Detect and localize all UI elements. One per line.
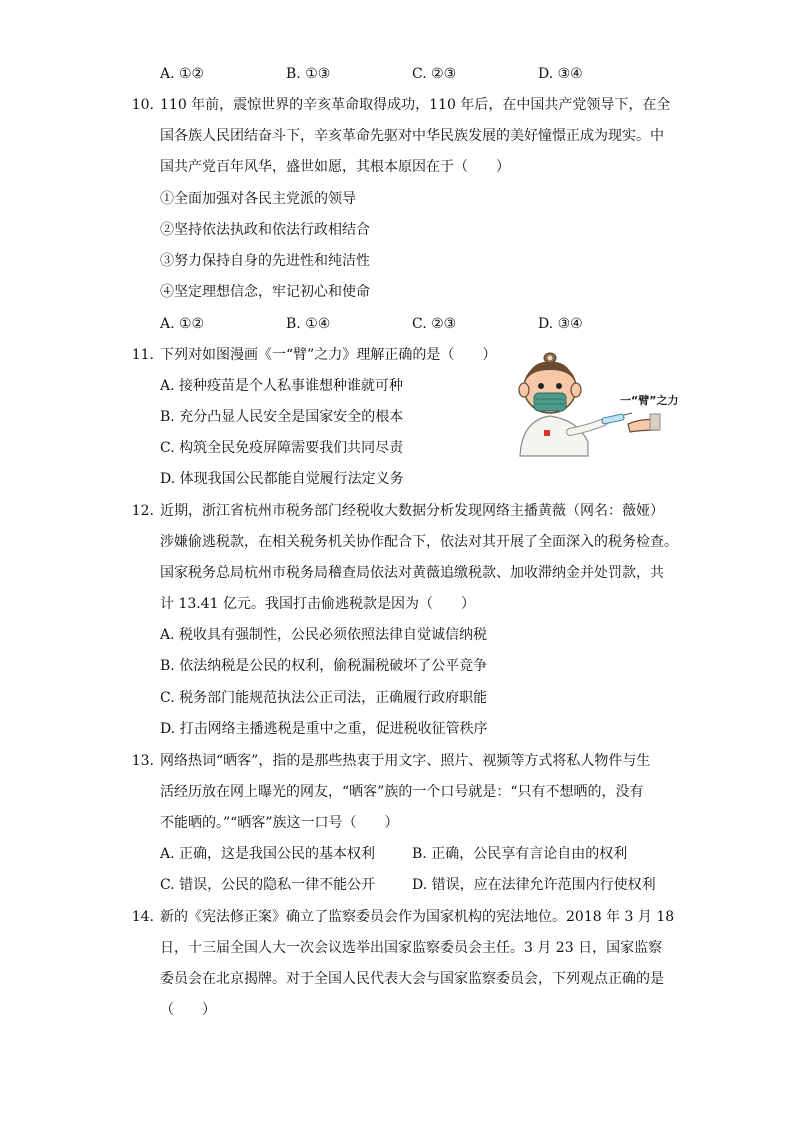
option-c: C. ②③	[412, 316, 457, 332]
option-d: D. 错误，应在法律允许范围内行使权利	[412, 877, 656, 893]
question-stem-line: 不能晒的。”“晒客”族这一口号（ ）	[160, 815, 399, 831]
option-b: B. ①④	[286, 316, 331, 332]
question-stem-line: 国各族人民团结奋斗下，辛亥革命先驱对中华民族发展的美好憧憬正成为现实。中	[160, 128, 664, 144]
question-stem-line: （ ）	[160, 1002, 216, 1018]
question-stem-line: 下列对如图漫画《一“臂”之力》理解正确的是（ ）	[160, 347, 497, 363]
question-stem-line: 日，十三届全国人大一次会议选举出国家监察委员会主任。3 月 23 日，国家监察	[160, 940, 663, 956]
question-stem-line: 计 13.41 亿元。我国打击偷逃税款是因为（ ）	[160, 596, 475, 612]
question-number: 10.	[131, 97, 154, 113]
option-a: A. ①②	[160, 316, 205, 332]
option-a: A. 接种疫苗是个人私事谁想种谁就可种	[160, 378, 404, 394]
option-a: A. 正确，这是我国公民的基本权利	[160, 846, 376, 862]
statement-item: ②坚持依法执政和依法行政相结合	[160, 222, 370, 238]
option-c: C. 错误，公民的隐私一律不能公开	[160, 877, 376, 893]
cartoon-caption: 一“臂”之力	[620, 394, 679, 407]
option-a: A. 税收具有强制性，公民必须依照法律自觉诚信纳税	[160, 627, 488, 643]
option-d: D. 体现我国公民都能自觉履行法定义务	[160, 471, 404, 487]
statement-item: ④坚定理想信念，牢记初心和使命	[160, 284, 370, 300]
question-number: 11.	[131, 347, 154, 363]
doctor-vaccination-illustration	[510, 346, 679, 456]
option-d: D. ③④	[538, 66, 583, 82]
option-c: C. 构筑全民免疫屏障需要我们共同尽责	[160, 440, 404, 456]
option-c: C. 税务部门能规范执法公正司法，正确履行政府职能	[160, 690, 488, 706]
question-number: 14.	[131, 909, 154, 925]
question-stem-line: 网络热词“晒客”，指的是那些热衷于用文字、照片、视频等方式将私人物件与生	[160, 753, 651, 769]
statement-item: ①全面加强对各民主党派的领导	[160, 191, 356, 207]
question-number: 12.	[131, 503, 154, 519]
option-d: D. ③④	[538, 316, 583, 332]
vaccine-cartoon-image	[510, 346, 679, 456]
option-c: C. ②③	[412, 66, 457, 82]
question-stem-line: 近期，浙江省杭州市税务部门经税收大数据分析发现网络主播黄薇（网名：薇娅）	[160, 503, 664, 519]
question-number: 13.	[131, 753, 154, 769]
statement-item: ③努力保持自身的先进性和纯洁性	[160, 253, 370, 269]
question-stem-line: 委员会在北京揭牌。对于全国人民代表大会与国家监察委员会，下列观点正确的是	[160, 971, 664, 987]
option-b: B. 依法纳税是公民的权利，偷税漏税破坏了公平竞争	[160, 658, 488, 674]
question-stem-line: 国家税务总局杭州市税务局稽查局依法对黄薇追缴税款、加收滞纳金并处罚款，共	[160, 565, 664, 581]
question-stem-line: 110 年前，震惊世界的辛亥革命取得成功，110 年后，在中国共产党领导下，在全	[160, 97, 671, 113]
question-stem-line: 活经历放在网上曝光的网友，“晒客”族的一个口号就是：“只有不想晒的，没有	[160, 784, 644, 800]
option-b: B. 正确，公民享有言论自由的权利	[412, 846, 628, 862]
option-b: B. ①③	[286, 66, 331, 82]
question-stem-line: 涉嫌偷逃税款，在相关税务机关协作配合下，依法对其开展了全面深入的税务检查。	[160, 534, 678, 550]
question-stem-line: 国共产党百年风华，盛世如愿，其根本原因在于（ ）	[160, 159, 510, 175]
question-stem-line: 新的《宪法修正案》确立了监察委员会作为国家机构的宪法地位。2018 年 3 月 18	[160, 909, 675, 925]
option-d: D. 打击网络主播逃税是重中之重，促进税收征管秩序	[160, 721, 488, 737]
option-b: B. 充分凸显人民安全是国家安全的根本	[160, 409, 404, 425]
option-a: A. ①②	[160, 66, 205, 82]
